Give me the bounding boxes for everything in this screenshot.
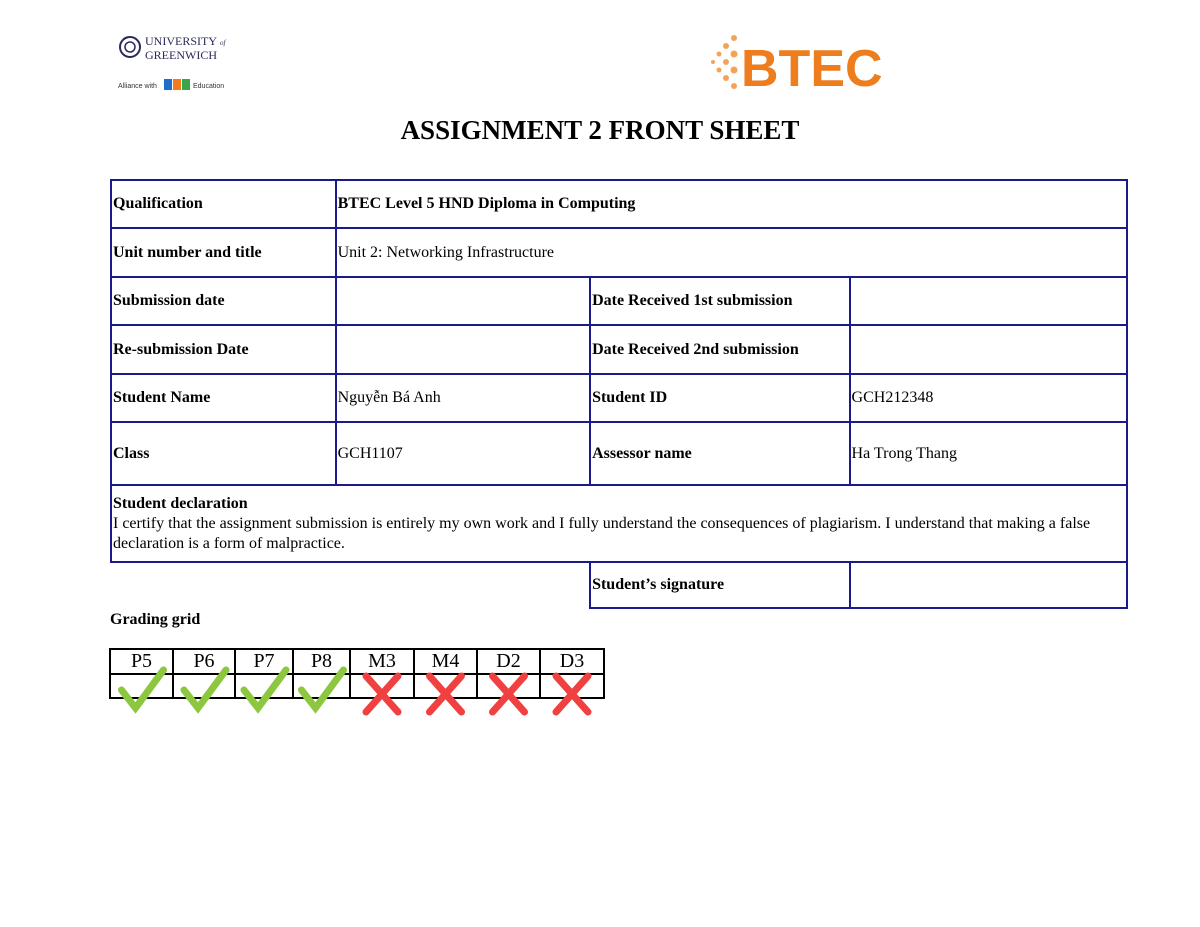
- svg-text:of: of: [220, 39, 226, 47]
- grading-grid: [109, 648, 605, 699]
- criterion-p5: P5: [110, 649, 173, 674]
- criterion-result-p6: [173, 674, 235, 698]
- student-name-label: Student Name: [111, 374, 336, 422]
- unit-value: Unit 2: Networking Infrastructure: [336, 228, 1127, 277]
- page-title: ASSIGNMENT 2 FRONT SHEET: [400, 115, 800, 145]
- declaration-cell: [111, 485, 1127, 562]
- student-name-value: Nguyễn Bá Anh: [336, 374, 590, 422]
- front-sheet-table: [110, 179, 1128, 609]
- qualification-value: BTEC Level 5 HND Diploma in Computing: [336, 180, 1127, 228]
- received2-value: [850, 325, 1127, 374]
- criterion-result-d2: [477, 674, 540, 698]
- criterion-d2: D2: [477, 649, 540, 674]
- criterion-p7: P7: [235, 649, 293, 674]
- signature-value: [850, 562, 1127, 608]
- class-label: Class: [111, 422, 336, 485]
- resubmission-date-value: [336, 325, 590, 374]
- submission-date-value: [336, 277, 590, 325]
- signature-label: Student’s signature: [590, 562, 849, 608]
- received1-value: [850, 277, 1127, 325]
- unit-label: Unit number and title: [111, 228, 336, 277]
- criterion-d3: D3: [540, 649, 604, 674]
- declaration-text: I certify that the assignment submission is entirely my own work and I fully understand the consequences of plagiarism. I understand that making a false declaration is a form of malpractice.: [113, 515, 1091, 552]
- assessor-label: Assessor name: [590, 422, 849, 485]
- student-id-label: Student ID: [590, 374, 849, 422]
- svg-text:Alliance with: Alliance with: [118, 83, 157, 90]
- criterion-p6: P6: [173, 649, 235, 674]
- student-id-value: GCH212348: [850, 374, 1127, 422]
- criterion-result-m4: [414, 674, 477, 698]
- received2-label: Date Received 2nd submission: [590, 325, 849, 374]
- criterion-m4: M4: [414, 649, 477, 674]
- resubmission-date-label: Re-submission Date: [111, 325, 336, 374]
- btec-logo: [705, 32, 890, 97]
- criterion-result-p7: [235, 674, 293, 698]
- svg-text:Education: Education: [193, 83, 225, 90]
- criterion-result-m3: [350, 674, 414, 698]
- qualification-label: Qualification: [111, 180, 336, 228]
- criterion-result-d3: [540, 674, 604, 698]
- criterion-result-p8: [293, 674, 350, 698]
- submission-date-label: Submission date: [111, 277, 336, 325]
- criterion-p8: P8: [293, 649, 350, 674]
- assessor-value: Ha Trong Thang: [850, 422, 1127, 485]
- svg-text:BTEC: BTEC: [741, 40, 883, 92]
- criterion-m3: M3: [350, 649, 414, 674]
- declaration-label: Student declaration: [113, 495, 248, 512]
- svg-text:GREENWICH: GREENWICH: [145, 48, 217, 62]
- criterion-result-p5: [110, 674, 173, 698]
- received1-label: Date Received 1st submission: [590, 277, 849, 325]
- grading-grid-label: Grading grid: [110, 611, 201, 628]
- greenwich-logo: [118, 34, 248, 99]
- svg-text:UNIVERSITY: UNIVERSITY: [145, 34, 217, 48]
- class-value: GCH1107: [336, 422, 590, 485]
